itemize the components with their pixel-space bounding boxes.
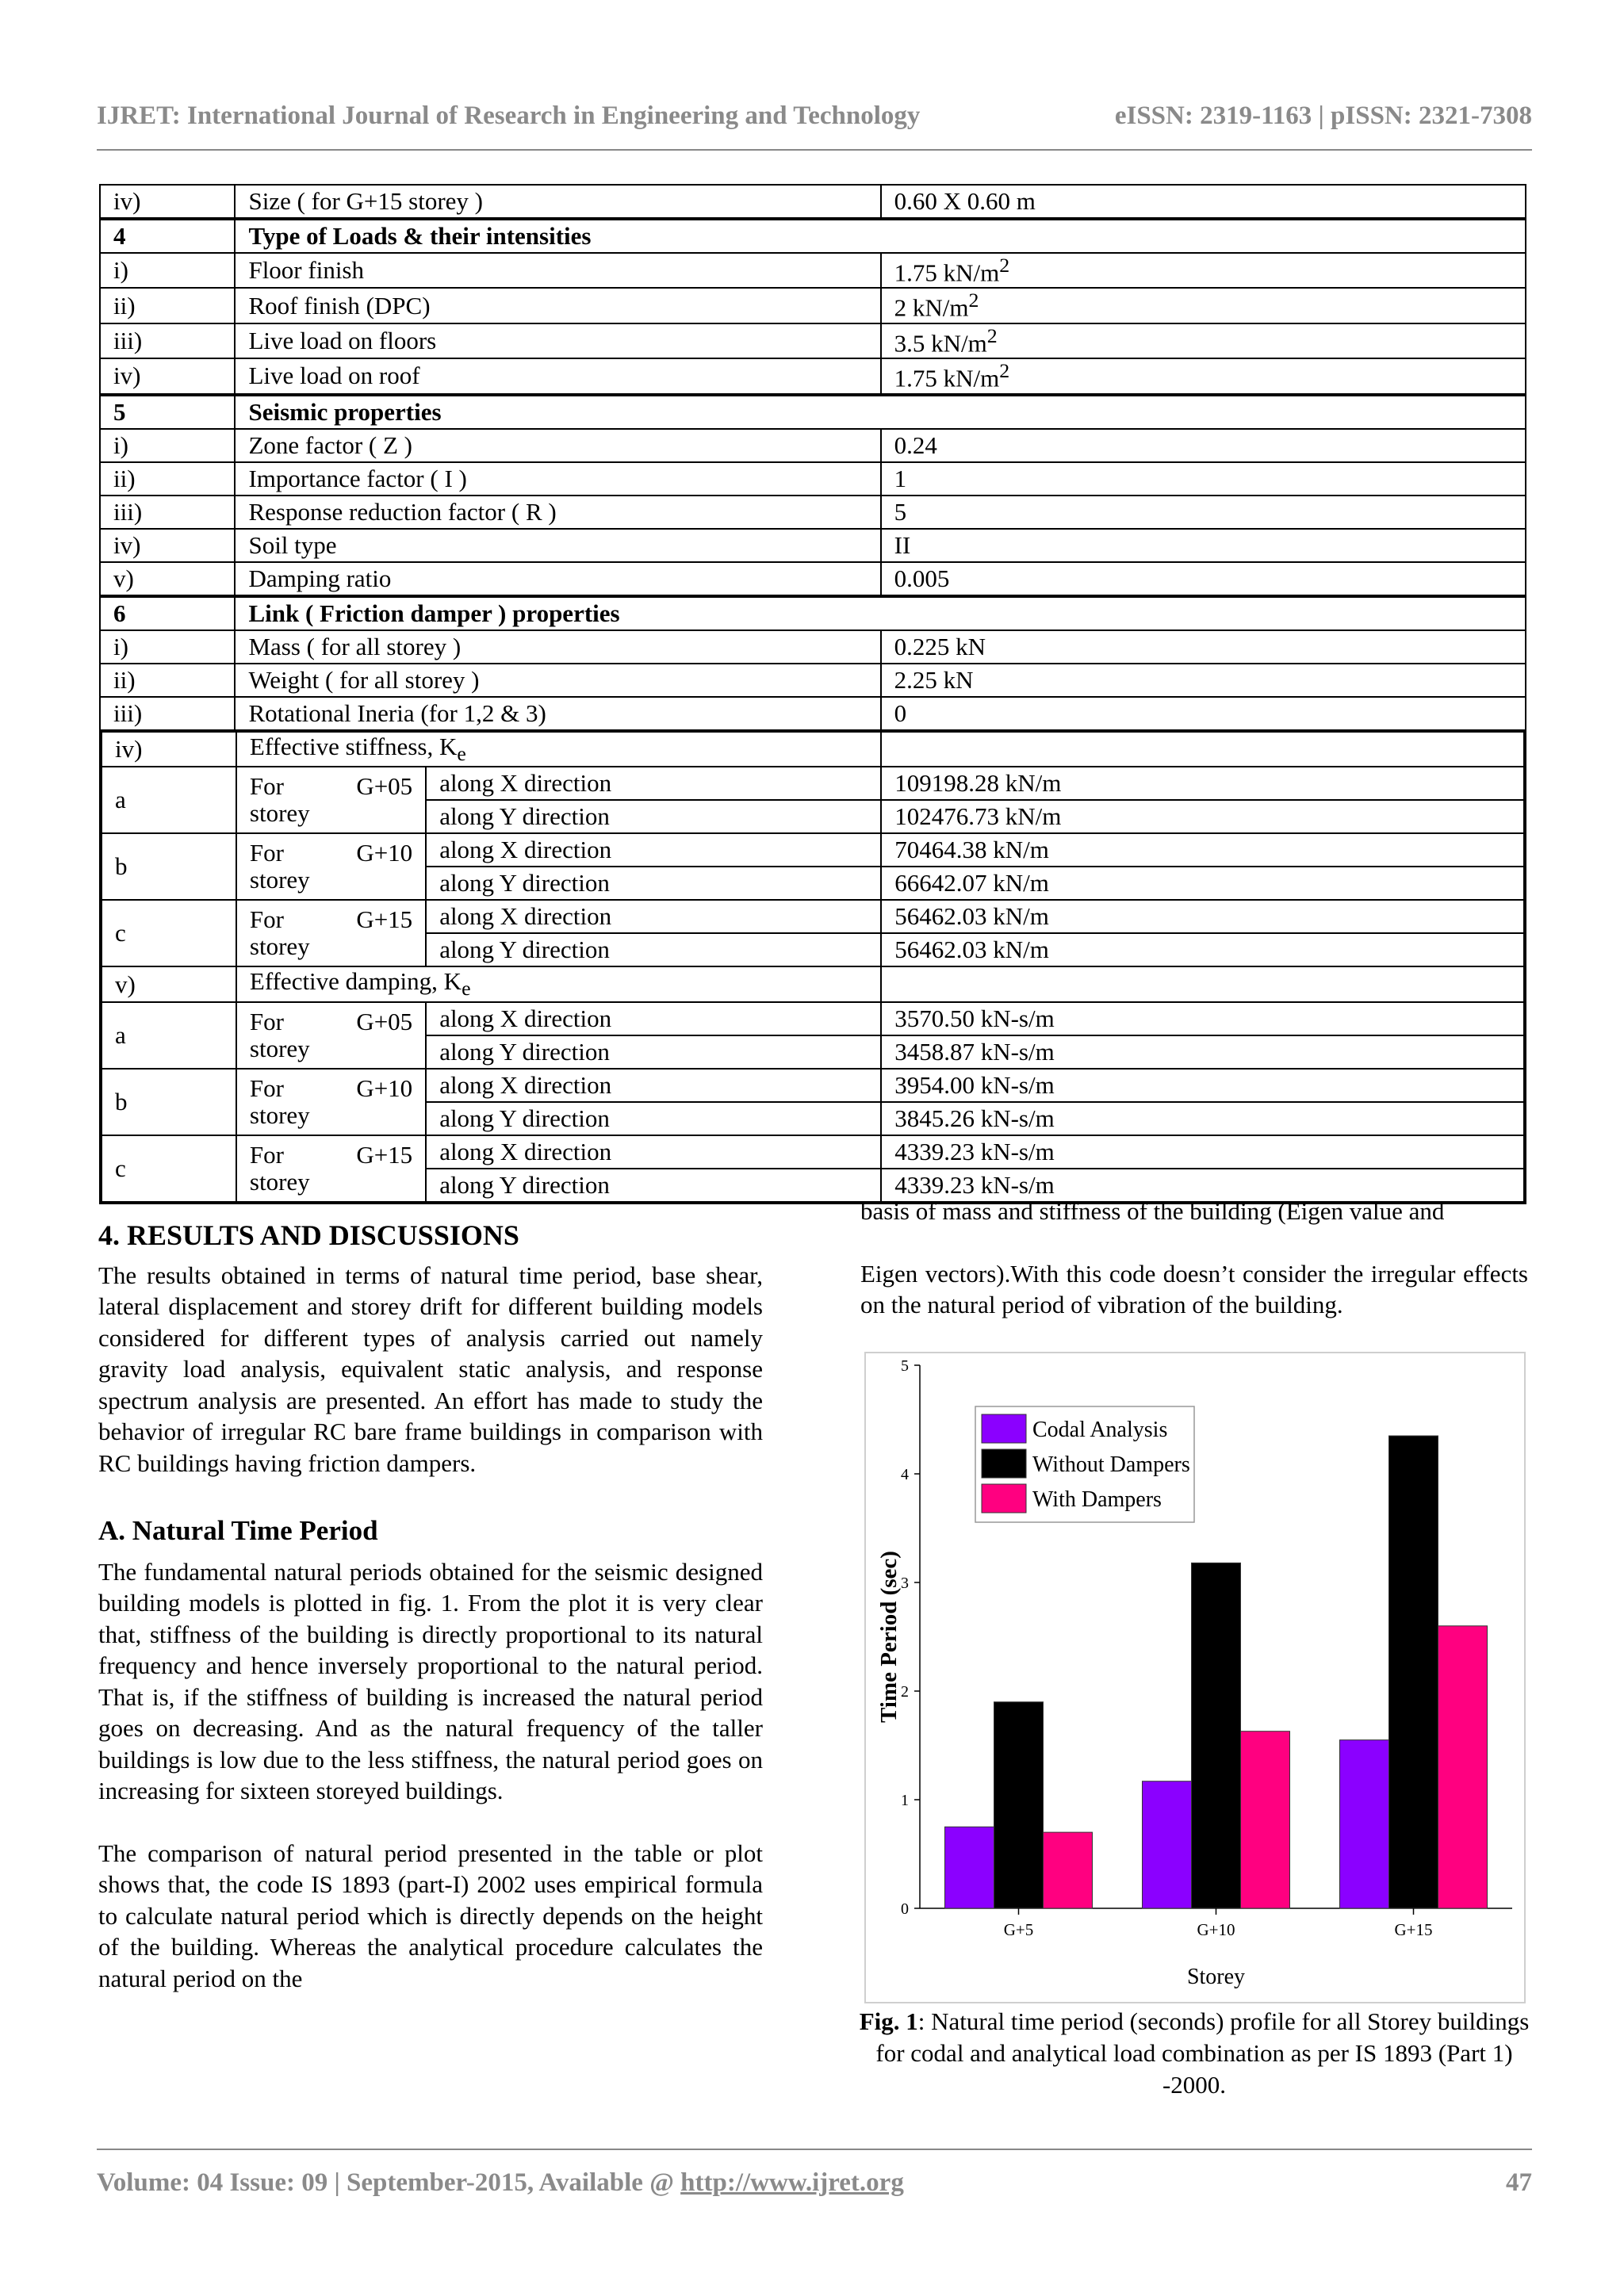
footer-rule xyxy=(97,2149,1532,2150)
x-tick-label: G+5 xyxy=(1003,1920,1034,1939)
paragraph: The fundamental natural periods obtained for the seismic designed building models is plotted in fig. 1. From the plot it is very clear that, stiffness of the building is directly proportional to its natural frequency and hence inversely proportional to the natural period. That is, if the stiffness of building is increased the natural period goes on decreasing. And as the natural frequency of the taller buildings is low due to the less stiffness, the natural period goes on increasing for sixteen storeyed buildings. xyxy=(98,1557,763,1804)
header-rule xyxy=(97,149,1532,151)
table-row: iv) Effective stiffness, $K_e$ xyxy=(102,732,1524,767)
bar xyxy=(1241,1732,1290,1908)
table-row: i) Floor finish 1.75 $kN/m^2$ xyxy=(100,253,1526,288)
journal-link[interactable]: http://www.ijret.org xyxy=(680,2168,904,2197)
table-row: ii) Weight ( for all storey ) 2.25 kN xyxy=(100,664,1526,697)
table-row: c For G+15 storey along X direction 56462.03 kN/m xyxy=(102,900,1524,933)
legend-swatch xyxy=(982,1414,1026,1443)
y-tick-label: 1 xyxy=(901,1792,909,1809)
table-row: iii) Response reduction factor ( R ) 5 xyxy=(100,496,1526,529)
x-tick-label: G+10 xyxy=(1197,1920,1235,1939)
paragraph: The comparison of natural period presented in the table or plot shows that, the code IS 1893 (part-I) 2002 uses empirical formula to calculate natural period which is directly depends on the height of the building. Whereas the analytical procedure calculates the natural period on the xyxy=(98,1839,763,1992)
y-tick-label: 3 xyxy=(901,1575,909,1592)
issn: eISSN: 2319-1163 | pISSN: 2321-7308 xyxy=(1114,101,1532,130)
bar xyxy=(1389,1436,1438,1908)
table-row: b For G+10 storey along X direction 3954.00 kN-s/m xyxy=(102,1069,1524,1102)
intro-paragraph: The results obtained in terms of natural time period, base shear, lateral displacement and storey drift for different building models considered for different types of analysis carried out namely gravity load analysis, equivalent static analysis, and response spectrum analysis are presented. An effort has made to study the behavior of irregular RC bare frame buildings in comparison with RC buildings having friction dampers. xyxy=(98,1261,763,1477)
table-row: along Y direction 4339.23 kN-s/m xyxy=(102,1169,1524,1202)
y-tick-label: 5 xyxy=(901,1357,909,1375)
subsection-heading: A. Natural Time Period xyxy=(98,1515,378,1546)
y-tick-label: 2 xyxy=(901,1683,909,1701)
bar xyxy=(1438,1626,1488,1908)
page-footer: Volume: 04 Issue: 09 | September-2015, Available @ http://www.ijret.org 47 xyxy=(97,2168,1532,2197)
legend-swatch xyxy=(982,1484,1026,1513)
page-number: 47 xyxy=(1506,2168,1532,2197)
section-row: 5 Seismic properties xyxy=(100,395,1526,429)
legend-label: Codal Analysis xyxy=(1032,1418,1168,1442)
table-row: iv) Soil type II xyxy=(100,529,1526,562)
table-row: v) Effective damping, $K_e$ xyxy=(102,966,1524,1002)
section-heading: 4. RESULTS AND DISCUSSIONS xyxy=(98,1219,519,1251)
table-row: along Y direction 102476.73 kN/m xyxy=(102,800,1524,833)
legend-label: With Dampers xyxy=(1032,1487,1162,1512)
table-row: along Y direction 66642.07 kN/m xyxy=(102,867,1524,900)
table-row: along Y direction 3845.26 kN-s/m xyxy=(102,1102,1524,1135)
properties-table xyxy=(99,184,1526,1204)
table-row: a For G+05 storey along X direction 109198.28 kN/m xyxy=(102,767,1524,800)
figure-1-chart xyxy=(864,1352,1526,2003)
table-row: along Y direction 3458.87 kN-s/m xyxy=(102,1035,1524,1069)
bar xyxy=(1143,1781,1192,1908)
table-row: i) Zone factor ( Z ) 0.24 xyxy=(100,429,1526,462)
table-row: iii) Rotational Ineria (for 1,2 & 3) 0 xyxy=(100,697,1526,730)
bar-chart xyxy=(866,1353,1524,2002)
y-tick-label: 4 xyxy=(901,1466,909,1483)
paragraph: Eigen vectors).With this code doesn’t consider the irregular effects on the natural period of vibration of the building. xyxy=(860,1259,1528,1318)
table-row: i) Mass ( for all storey ) 0.225 kN xyxy=(100,630,1526,664)
bar xyxy=(1340,1740,1389,1908)
x-tick-label: G+15 xyxy=(1394,1920,1433,1939)
table-row: iii) Live load on floors 3.5 $kN/m^2$ xyxy=(100,323,1526,358)
bar xyxy=(945,1827,994,1908)
journal-title: IJRET: International Journal of Research in Engineering and Technology xyxy=(97,101,921,130)
table-row: ii) Importance factor ( I ) 1 xyxy=(100,462,1526,496)
legend-swatch xyxy=(982,1449,1026,1478)
table-row: iv) Size ( for G+15 storey ) 0.60 X 0.60 m xyxy=(100,185,1526,219)
bar xyxy=(1044,1832,1093,1908)
table-row: v) Damping ratio 0.005 xyxy=(100,562,1526,596)
x-axis-label: Storey xyxy=(1186,1965,1246,1989)
y-tick-label: 0 xyxy=(901,1900,909,1918)
bar xyxy=(994,1702,1044,1908)
paragraph: basis of mass and stiffness of the building (Eigen value and xyxy=(860,1197,1445,1225)
page-header xyxy=(97,101,1532,131)
table-row: b For G+10 storey along X direction 70464.38 kN/m xyxy=(102,833,1524,867)
section-row: 6 Link ( Friction damper ) properties xyxy=(100,596,1526,630)
table-row: ii) Roof finish (DPC) 2 $kN/m^2$ xyxy=(100,288,1526,323)
table-row: c For G+15 storey along X direction 4339.23 kN-s/m xyxy=(102,1135,1524,1169)
table-row: a For G+05 storey along X direction 3570.50 kN-s/m xyxy=(102,1002,1524,1035)
legend-label: Without Dampers xyxy=(1032,1452,1190,1477)
stiffness-subtable xyxy=(101,731,1525,1203)
left-column xyxy=(98,1221,763,1994)
y-axis-label: Time Period (sec) xyxy=(876,1551,902,1723)
figure-caption: Fig. 1: Natural time period (seconds) profile for all Storey buildings for codal and analytical load combination as per IS 1893 (Part 1) -2000. xyxy=(859,2007,1530,2099)
section-row: 4 Type of Loads & their intensities xyxy=(100,219,1526,253)
table-row: iv) Live load on roof 1.75 $kN/m^2$ xyxy=(100,358,1526,394)
right-column xyxy=(860,1196,1528,1321)
bar xyxy=(1192,1563,1241,1908)
table-row: along Y direction 56462.03 kN/m xyxy=(102,933,1524,966)
